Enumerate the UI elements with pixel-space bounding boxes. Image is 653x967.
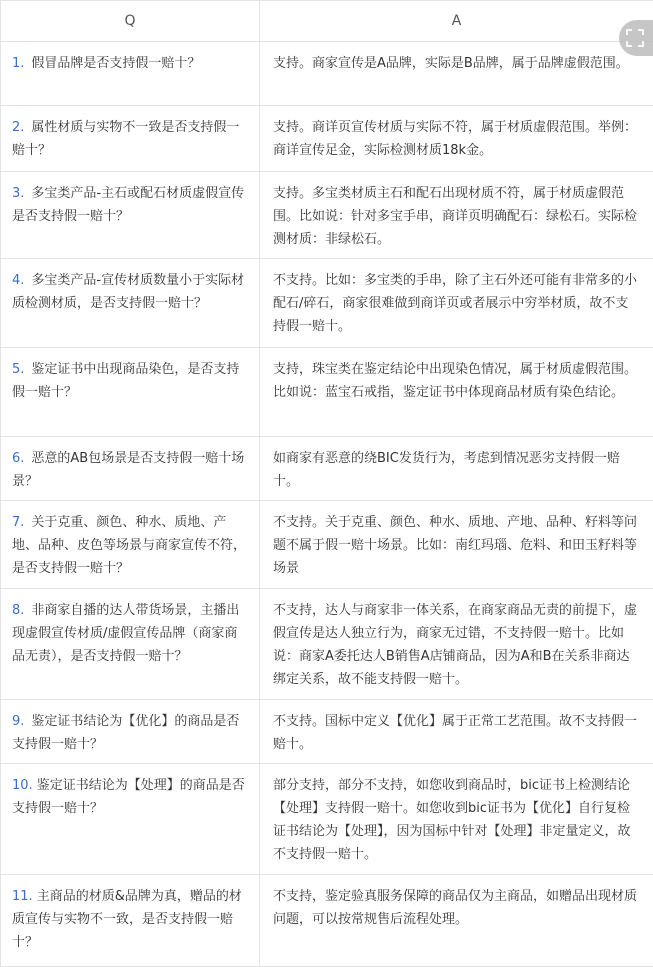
row-number: 8. [12, 603, 24, 618]
question-text: 鉴定证书结论为【优化】的商品是否支持假一赔十？ [12, 714, 239, 752]
row-number: 1. [12, 56, 24, 71]
answer-cell: 支持，珠宝类在鉴定结论中出现染色情况，属于材质虚假范围。比如说：蓝宝石戒指，鉴定证书中体现商品材质有染色结论。 [260, 348, 653, 437]
question-text: 非商家自播的达人带货场景，主播出现虚假宣传材质/虚假宣传品牌（商家商品无责），是否支持假一赔十？ [12, 603, 239, 664]
question-cell [1, 700, 260, 764]
question-cell [1, 259, 260, 348]
table-header-row [1, 1, 653, 42]
table-row [1, 437, 653, 501]
question-cell [1, 589, 260, 700]
question-text: 假冒品牌是否支持假一赔十？ [31, 56, 200, 71]
question-text: 鉴定证书中出现商品染色，是否支持假一赔十？ [12, 362, 239, 400]
table-row [1, 348, 653, 437]
question-text: 多宝类产品-主石或配石材质虚假宣传是否支持假一赔十？ [12, 186, 244, 224]
table-row [1, 42, 653, 106]
table-row [1, 764, 653, 875]
expand-button[interactable] [619, 20, 653, 56]
answer-cell: 支持。商家宣传是A品牌，实际是B品牌，属于品牌虚假范围。 [260, 42, 653, 106]
question-text: 属性材质与实物不一致是否支持假一赔十？ [12, 120, 239, 158]
question-text: 主商品的材质&品牌为真，赠品的材质宣传与实物不一致，是否支持假一赔十？ [12, 889, 242, 950]
answer-cell: 不支持，达人与商家非一体关系，在商家商品无责的前提下，虚假宣传是达人独立行为，商家无过错，不支持假一赔十。比如说：商家A委托达人B销售A店铺商品，因为A和B在关系非商达绑定关系，故不能支持假一赔十。 [260, 589, 653, 700]
answer-cell: 支持。多宝类材质主石和配石出现材质不符，属于材质虚假范围。比如说：针对多宝手串，商详页明确配石：绿松石。实际检测材质：非绿松石。 [260, 172, 653, 259]
answer-cell: 部分支持，部分不支持，如您收到商品时，bic证书上检测结论【处理】支持假一赔十。如您收到bic证书为【优化】自行复检证书结论为【处理】，因为国标中针对【处理】非定量定义，故不支持假一赔十。 [260, 764, 653, 875]
table-row [1, 700, 653, 764]
answer-cell: 不支持。比如：多宝类的手串，除了主石外还可能有非常多的小配石/碎石，商家很难做到商详页或者展示中穷举材质，故不支持假一赔十。 [260, 259, 653, 348]
row-number: 2. [12, 120, 24, 135]
question-cell [1, 764, 260, 875]
row-number: 10. [12, 778, 33, 793]
row-number: 6. [12, 451, 24, 466]
row-number: 3. [12, 186, 24, 201]
row-number: 7. [12, 515, 24, 530]
row-number: 5. [12, 362, 24, 377]
row-number: 11. [12, 889, 33, 904]
answer-cell: 如商家有恶意的绕BIC发货行为，考虑到情况恶劣支持假一赔十。 [260, 437, 653, 501]
question-cell [1, 172, 260, 259]
question-text: 关于克重、颜色、种水、质地、产地、品种、皮色等场景与商家宣传不符，是否支持假一赔十？ [12, 515, 246, 576]
question-cell [1, 501, 260, 589]
table-row [1, 172, 653, 259]
answer-cell: 支持。商详页宣传材质与实际不符，属于材质虚假范围。举例：商详宣传足金，实际检测材质18k金。 [260, 106, 653, 172]
question-cell [1, 348, 260, 437]
table-row [1, 501, 653, 589]
question-cell [1, 875, 260, 967]
question-cell [1, 437, 260, 501]
answer-cell: 不支持，鉴定验真服务保障的商品仅为主商品，如赠品出现材质问题，可以按常规售后流程处理。 [260, 875, 653, 967]
row-number: 9. [12, 714, 24, 729]
question-text: 鉴定证书结论为【处理】的商品是否支持假一赔十？ [12, 778, 245, 816]
table-row [1, 106, 653, 172]
table-row [1, 875, 653, 967]
table-row [1, 589, 653, 700]
expand-icon [626, 29, 644, 47]
question-text: 多宝类产品-宣传材质数量小于实际材质检测材质，是否支持假一赔十？ [12, 273, 244, 311]
column-header-q: Q [1, 1, 260, 42]
row-number: 4. [12, 273, 24, 288]
question-cell [1, 106, 260, 172]
column-header-a: A [260, 1, 653, 42]
answer-cell: 不支持。国标中定义【优化】属于正常工艺范围。故不支持假一赔十。 [260, 700, 653, 764]
question-cell [1, 42, 260, 106]
answer-cell: 不支持。关于克重、颜色、种水、质地、产地、品种、籽料等问题不属于假一赔十场景。比如：南红玛瑙、危料、和田玉籽料等场景 [260, 501, 653, 589]
question-text: 恶意的AB包场景是否支持假一赔十场景？ [12, 451, 244, 489]
table-row [1, 259, 653, 348]
